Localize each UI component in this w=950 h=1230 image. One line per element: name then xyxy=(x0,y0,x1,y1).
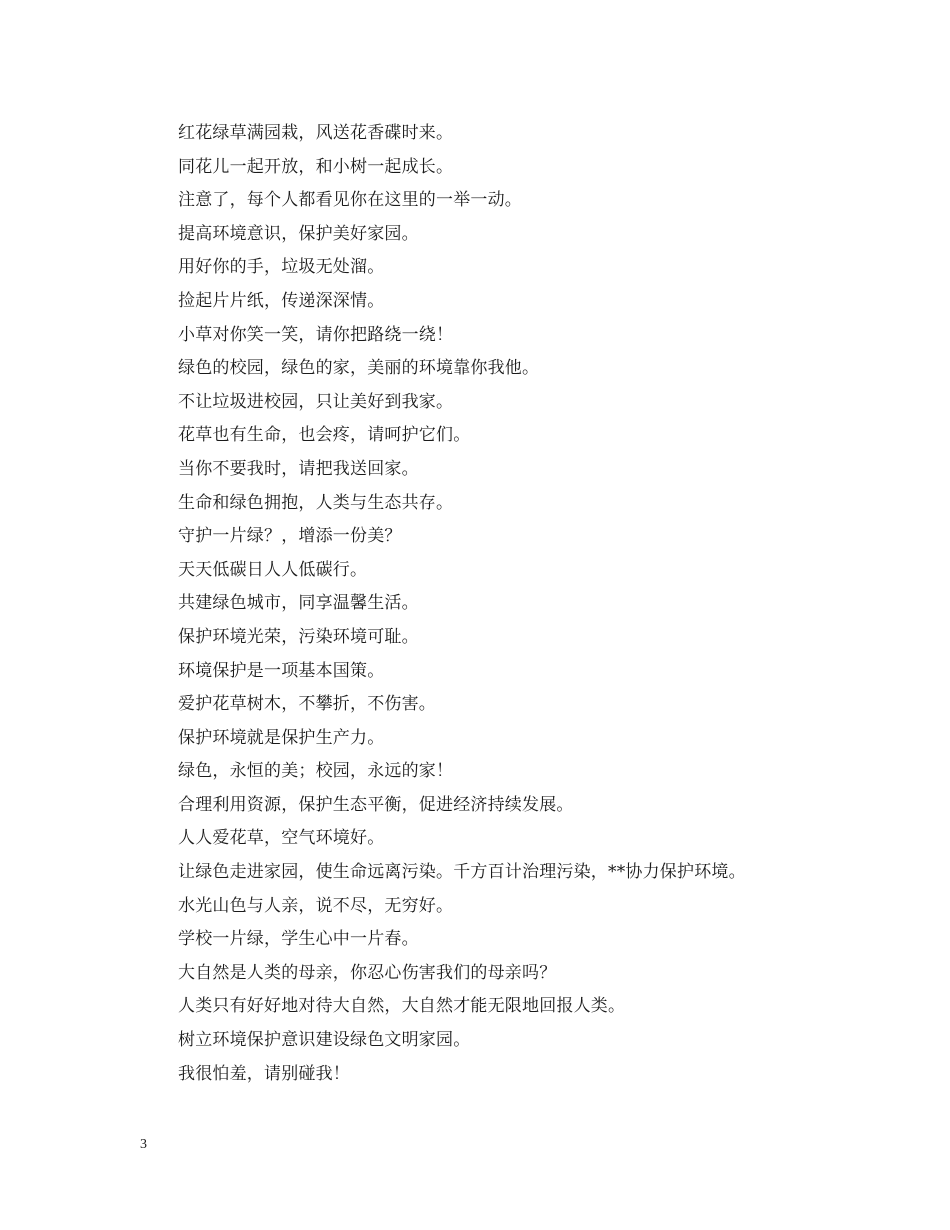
slogan-line: 小草对你笑一笑，请你把路绕一绕！ xyxy=(178,324,454,345)
slogan-line: 大自然是人类的母亲，你忍心伤害我们的母亲吗？ xyxy=(178,962,557,983)
slogan-line: 当你不要我时，请把我送回家。 xyxy=(178,458,419,479)
slogan-line: 生命和绿色拥抱，人类与生态共存。 xyxy=(178,492,454,513)
slogan-line: 天天低碳日人人低碳行。 xyxy=(178,559,368,580)
slogan-list xyxy=(178,117,878,1091)
slogan-line: 绿色，永恒的美；校园，永远的家！ xyxy=(178,761,454,782)
slogan-line: 守护一片绿？，增添一份美？ xyxy=(178,526,402,547)
slogan-line: 红花绿草满园栽，风送花香碟时来。 xyxy=(178,123,454,143)
slogan-line: 合理利用资源，保护生态平衡，促进经济持续发展。 xyxy=(178,794,574,815)
slogan-line: 学校一片绿，学生心中一片春。 xyxy=(178,929,419,950)
slogan-line: 绿色的校园，绿色的家，美丽的环境靠你我他。 xyxy=(178,358,540,379)
slogan-line: 水光山色与人亲，说不尽，无穷好。 xyxy=(178,895,454,916)
slogan-line: 保护环境就是保护生产力。 xyxy=(178,727,385,748)
slogan-line: 人类只有好好地对待大自然，大自然才能无限地回报人类。 xyxy=(178,996,626,1017)
slogan-line: 保护环境光荣，污染环境可耻。 xyxy=(178,626,419,647)
slogan-line: 让绿色走进家园，使生命远离污染。千方百计治理污染，**协力保护环境。 xyxy=(178,862,746,883)
slogan-line: 同花儿一起开放，和小树一起成长。 xyxy=(178,156,454,177)
slogan-line: 注意了，每个人都看见你在这里的一举一动。 xyxy=(178,190,522,211)
slogan-line: 提高环境意识，保护美好家园。 xyxy=(178,223,419,244)
slogan-line: 用好你的手，垃圾无处溜。 xyxy=(178,257,385,278)
slogan-line: 我很怕羞，请别碰我！ xyxy=(178,1063,350,1084)
slogan-line: 共建绿色城市，同享温馨生活。 xyxy=(178,593,419,614)
slogan-line: 树立环境保护意识建设绿色文明家园。 xyxy=(178,1030,471,1051)
slogan-line: 环境保护是一项基本国策。 xyxy=(178,660,385,681)
slogan-line: 人人爱花草，空气环境好。 xyxy=(178,828,385,849)
slogan-line: 不让垃圾进校园，只让美好到我家。 xyxy=(178,391,454,412)
slogan-line: 爱护花草树木，不攀折，不伤害。 xyxy=(178,694,436,715)
slogan-line: 捡起片片纸，传递深深情。 xyxy=(178,290,385,311)
slogan-line: 花草也有生命，也会疼，请呵护它们。 xyxy=(178,425,471,446)
page-number: 3 xyxy=(140,1137,147,1152)
